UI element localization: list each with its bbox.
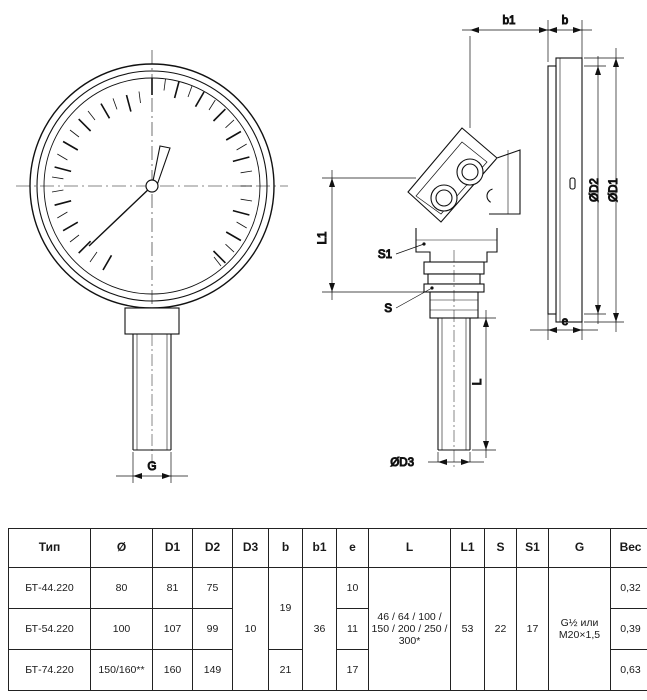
th-l: L xyxy=(369,529,451,568)
label-s1: S1 xyxy=(377,249,392,261)
specification-table xyxy=(8,528,647,691)
label-l: L xyxy=(472,378,484,386)
case-side-view xyxy=(548,58,582,322)
th-d2: D2 xyxy=(193,529,233,568)
cell-diameter: 150/160** xyxy=(91,650,153,691)
label-s: S xyxy=(384,303,392,315)
hinge-assembly xyxy=(408,128,520,262)
cell-type: БТ-44.220 xyxy=(9,568,91,609)
leader-d3 xyxy=(428,452,484,465)
specification-table-wrapper xyxy=(8,528,642,691)
label-b1: b1 xyxy=(502,15,516,27)
cell-d2: 149 xyxy=(193,650,233,691)
th-b: b xyxy=(269,529,303,568)
cell-type: БТ-74.220 xyxy=(9,650,91,691)
th-s: S xyxy=(485,529,517,568)
cell-e: 17 xyxy=(337,650,369,691)
stem-front-view xyxy=(125,308,179,470)
th-diameter: Ø xyxy=(91,529,153,568)
cell-diameter: 100 xyxy=(91,609,153,650)
cell-d2: 75 xyxy=(193,568,233,609)
cell-d1: 107 xyxy=(153,609,193,650)
cell-l: 46 / 64 / 100 / 150 / 200 / 250 / 300* xyxy=(369,568,451,691)
cell-weight: 0,32 xyxy=(611,568,647,609)
th-g: G xyxy=(549,529,611,568)
cell-e: 10 xyxy=(337,568,369,609)
th-d1: D1 xyxy=(153,529,193,568)
th-type: Тип xyxy=(9,529,91,568)
cell-d2: 99 xyxy=(193,609,233,650)
th-e: e xyxy=(337,529,369,568)
cell-g: G½ или M20×1,5 xyxy=(549,568,611,691)
th-s1: S1 xyxy=(517,529,549,568)
th-b1: b1 xyxy=(303,529,337,568)
table-header-row xyxy=(9,529,647,568)
cell-b: 21 xyxy=(269,650,303,691)
label-d2: ØD2 xyxy=(589,178,601,202)
dim-b1 xyxy=(462,20,556,128)
th-l1: L1 xyxy=(451,529,485,568)
th-weight: Вес xyxy=(611,529,647,568)
dim-l1 xyxy=(322,170,424,300)
label-b: b xyxy=(561,15,569,27)
cell-d3: 10 xyxy=(233,568,269,691)
cell-b: 19 xyxy=(269,568,303,650)
cell-weight: 0,39 xyxy=(611,609,647,650)
label-l1: L1 xyxy=(317,231,329,245)
cell-d1: 160 xyxy=(153,650,193,691)
cell-type: БТ-54.220 xyxy=(9,609,91,650)
cell-e: 11 xyxy=(337,609,369,650)
th-d3: D3 xyxy=(233,529,269,568)
cell-diameter: 80 xyxy=(91,568,153,609)
cell-d1: 81 xyxy=(153,568,193,609)
cell-weight: 0,63 xyxy=(611,650,647,691)
cell-s1: 17 xyxy=(517,568,549,691)
dial-front-view xyxy=(16,50,288,322)
label-e: e xyxy=(561,316,569,328)
label-d1: ØD1 xyxy=(608,178,620,202)
label-d3: ØD3 xyxy=(390,457,414,469)
cell-s: 22 xyxy=(485,568,517,691)
label-g: G xyxy=(147,461,157,473)
cell-b1: 36 xyxy=(303,568,337,691)
table-row xyxy=(9,568,647,609)
cell-l1: 53 xyxy=(451,568,485,691)
